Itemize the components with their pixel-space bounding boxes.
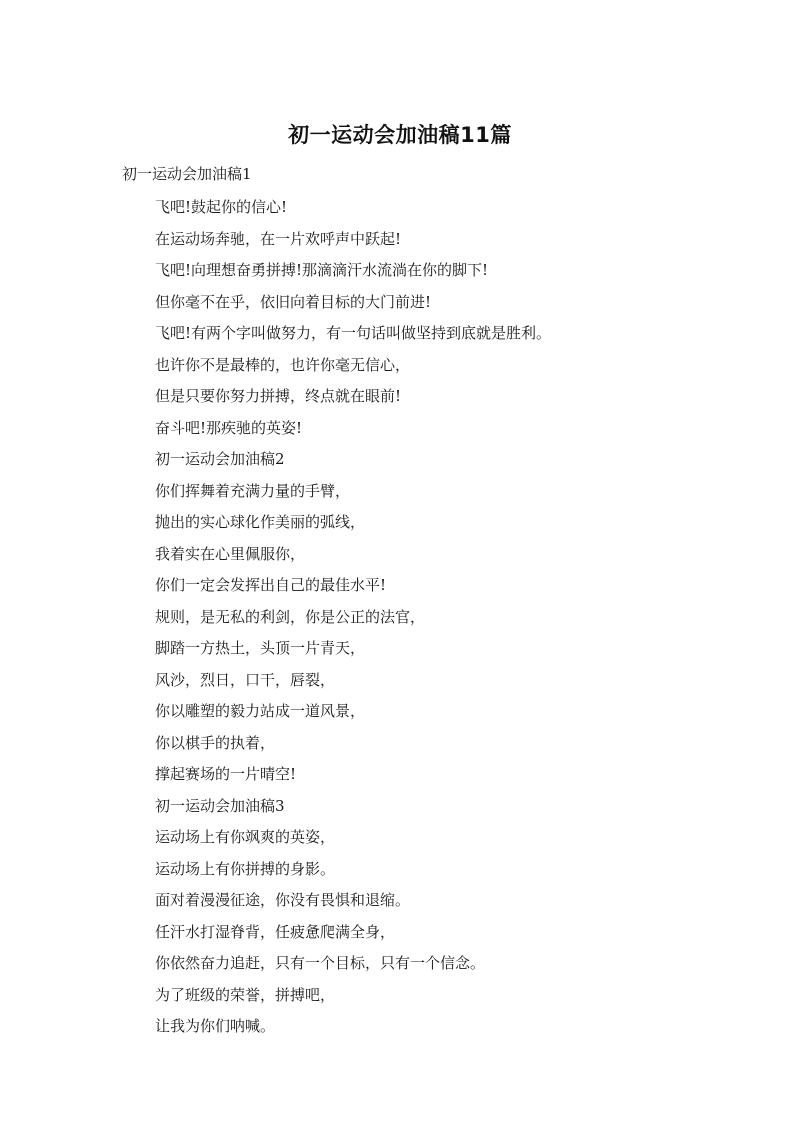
text-line: 飞吧!鼓起你的信心!	[155, 198, 288, 216]
text-line: 你依然奋力追赶，只有一个目标，只有一个信念。	[155, 954, 486, 972]
text-line: 你们挥舞着充满力量的手臂，	[155, 481, 351, 500]
text-line: 你们一定会发挥出自己的最佳水平!	[155, 576, 387, 594]
document-title: 初一运动会加油稿11篇	[288, 123, 512, 147]
text-line: 奋斗吧!那疾驰的英姿!	[155, 418, 303, 437]
text-line: 运动场上有你飒爽的英姿，	[155, 828, 336, 846]
section-heading-3: 初一运动会加油稿3	[155, 796, 285, 815]
section-heading-1: 初一运动会加油稿1	[122, 165, 252, 183]
text-line: 飞吧!有两个字叫做努力，有一句话叫做坚持到底就是胜利。	[155, 324, 552, 342]
text-line: 在运动场奔驰，在一片欢呼声中跃起!	[155, 229, 402, 248]
text-line: 面对着漫漫征途，你没有畏惧和退缩。	[155, 891, 411, 909]
poem-body	[155, 192, 755, 1043]
text-line: 任汗水打湿脊背，任疲惫爬满全身，	[155, 922, 396, 941]
text-line: 但你毫不在乎，依旧向着目标的大门前进!	[155, 292, 432, 311]
text-line: 让我为你们呐喊。	[155, 1017, 276, 1035]
text-line: 运动场上有你拼搏的身影。	[155, 859, 336, 878]
text-line: 风沙，烈日，口干，唇裂，	[155, 670, 336, 689]
section-heading-2: 初一运动会加油稿2	[155, 450, 285, 468]
text-line: 也许你不是最棒的，也许你毫无信心，	[155, 355, 411, 374]
text-line: 你以棋手的执着，	[155, 733, 276, 752]
text-line: 撑起赛场的一片晴空!	[155, 765, 297, 783]
text-line: 为了班级的荣誉，拼搏吧，	[155, 985, 336, 1004]
text-line: 抛出的实心球化作美丽的弧线，	[155, 513, 366, 531]
text-line: 你以雕塑的毅力站成一道风景，	[155, 702, 366, 720]
text-line: 脚踏一方热土，头顶一片青天，	[155, 639, 366, 657]
text-line: 但是只要你努力拼搏，终点就在眼前!	[155, 387, 402, 405]
text-line: 飞吧!向理想奋勇拼搏!那滴滴汗水流淌在你的脚下!	[155, 261, 489, 279]
text-line: 规则，是无私的利剑，你是公正的法官，	[155, 607, 426, 626]
text-line: 我着实在心里佩服你，	[155, 544, 306, 563]
